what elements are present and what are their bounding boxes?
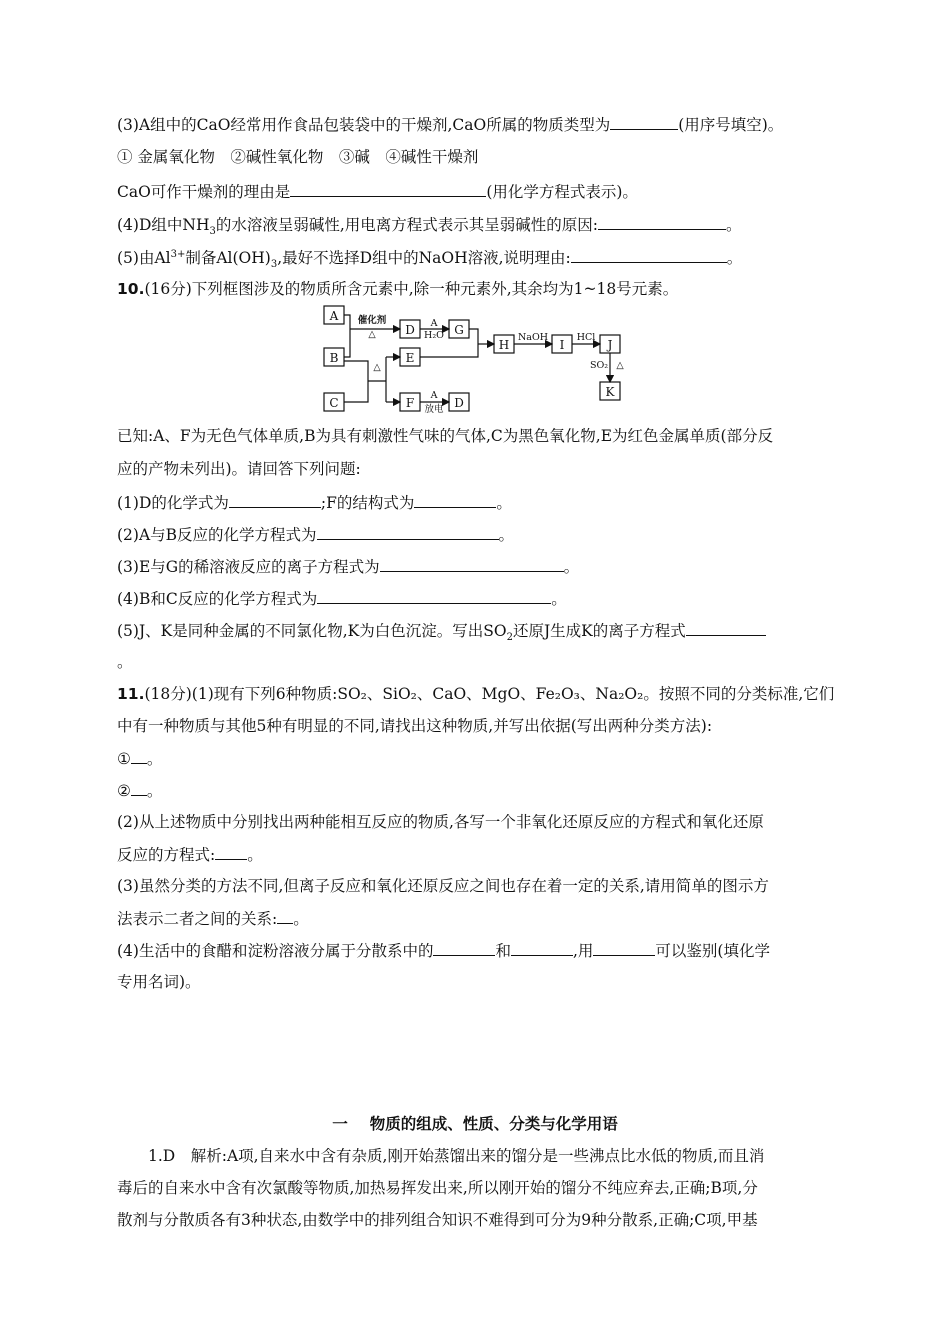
q10-part-5-end: 。	[117, 653, 133, 671]
circled-two: ②	[117, 782, 131, 800]
q9-3-reason-suffix: (用化学方程式表示)。	[486, 183, 638, 201]
q10-5-text-2: 还原J生成K的离子方程式	[512, 622, 686, 640]
q11-part-3-line-1: (3)虽然分类的方法不同,但离子反应和氧化还原反应之间也存在着一定的关系,请用简单的图示方	[117, 877, 769, 895]
q9-4-subscript: 3	[209, 226, 216, 238]
condition-heat-3: △	[616, 360, 624, 371]
q10-3-text: (3)E与G的稀溶液反应的离子方程式为	[117, 558, 380, 576]
label-k: K	[605, 385, 615, 399]
q11-part-4-line-1	[117, 940, 770, 961]
label-f: F	[405, 396, 415, 410]
q11-4-text: (4)生活中的食醋和淀粉溶液分属于分散系中的	[117, 942, 434, 960]
q11-answer-1	[117, 748, 162, 769]
label-j: J	[607, 338, 613, 352]
answer-blank[interactable]	[131, 748, 147, 764]
q10-part-5	[117, 620, 766, 644]
q10-4-text: (4)B和C反应的化学方程式为	[117, 590, 318, 608]
q11-4-text-2: 和	[495, 942, 511, 960]
q9-5-line	[117, 247, 743, 271]
reagent-naoh: NaOH	[517, 332, 549, 343]
condition-heat-2: △	[373, 362, 381, 373]
question-number: 10.	[117, 280, 145, 298]
reaction-flow-diagram	[320, 302, 640, 414]
q9-4-line	[117, 214, 742, 238]
section-title: 物质的组成、性质、分类与化学用语	[369, 1115, 618, 1133]
q10-1-suffix: 。	[496, 494, 512, 512]
q9-3-line	[117, 114, 783, 135]
circled-one: ①	[117, 750, 131, 768]
q11-stem-1	[117, 684, 834, 704]
answer-blank[interactable]	[317, 588, 551, 604]
answer-blank[interactable]	[598, 214, 726, 230]
label-e: E	[405, 351, 415, 365]
reagent-h2o: H₂O	[424, 330, 444, 341]
q11-part-2-line-1: (2)从上述物质中分别找出两种能相互反应的物质,各写一个非氧化还原反应的方程式和氧化还原	[117, 813, 764, 831]
label-d: D	[405, 323, 415, 337]
q11-4-text-3: ,用	[572, 942, 594, 960]
label-c: C	[329, 396, 339, 410]
answer-blank[interactable]	[131, 780, 147, 796]
label-d2: D	[454, 396, 464, 410]
answer-blank[interactable]	[277, 908, 293, 924]
answer-blank[interactable]	[571, 247, 727, 263]
q9-3-reason-line	[117, 181, 638, 202]
label-g: G	[454, 323, 464, 337]
q9-4-suffix: 。	[726, 216, 742, 234]
q9-5-text: (5)由Al	[117, 249, 171, 267]
q9-5-superscript: 3+	[170, 248, 186, 260]
condition-discharge: 放电	[424, 404, 444, 414]
q10-2-suffix: 。	[498, 526, 515, 544]
answer-line-3: 散剂与分散质各有3种状态,由数学中的排列组合知识不难得到可分为9种分散系,正确;C项,甲基	[117, 1211, 758, 1229]
q9-4-text: (4)D组中NH	[117, 216, 210, 234]
condition-heat: △	[368, 329, 376, 340]
q10-3-suffix: 。	[563, 558, 580, 576]
period: 。	[247, 846, 263, 864]
period: 。	[146, 750, 163, 768]
q11-answer-2	[117, 780, 162, 801]
reagent-a-2: A	[430, 390, 438, 401]
q10-5-text: (5)J、K是同种金属的不同氯化物,K为白色沉淀。写出SO	[117, 622, 507, 640]
q11-part-3-line-2	[117, 908, 309, 929]
q10-stem	[117, 279, 678, 299]
q10-known-1: 已知:A、F为无色气体单质,B为具有刺激性气味的气体,C为黑色氧化物,E为红色金属单质(部分反	[117, 427, 774, 445]
q9-5-text-2: 制备Al(OH)	[185, 249, 271, 267]
period: 。	[293, 910, 309, 928]
q10-4-suffix: 。	[551, 590, 567, 608]
q9-5-subscript: 3	[270, 259, 278, 271]
answer-line-1: 1.D 解析:A项,自来水中含有杂质,刚开始蒸馏出来的馏分是一些沸点比水低的物质,而且消	[148, 1147, 765, 1165]
q10-stem-text: (16分)下列框图涉及的物质所含元素中,除一种元素外,其余均为1~18号元素。	[144, 280, 679, 298]
q11-4-text-4: 可以鉴别(填化学	[655, 942, 770, 960]
answer-blank[interactable]	[511, 940, 573, 956]
q9-4-text-2: 的水溶液呈弱碱性,用电离方程式表示其呈弱碱性的原因:	[215, 216, 598, 234]
q10-1-text: (1)D的化学式为	[117, 494, 229, 512]
label-a: A	[329, 309, 339, 323]
q11-stem-2: 中有一种物质与其他5种有明显的不同,请找出这种物质,并写出依据(写出两种分类方法):	[117, 717, 713, 735]
q10-part-1	[117, 492, 512, 513]
q10-part-2	[117, 524, 514, 545]
q9-3-suffix: (用序号填空)。	[678, 116, 784, 134]
condition-catalyst: 催化剂	[357, 315, 387, 326]
answer-blank[interactable]	[380, 556, 564, 572]
q9-3-options: ① 金属氧化物 ②碱性氧化物 ③碱 ④碱性干燥剂	[117, 148, 479, 166]
q10-1-text-2: ;F的结构式为	[320, 494, 415, 512]
q9-3-text: (3)A组中的CaO经常用作食品包装袋中的干燥剂,CaO所属的物质类型为	[117, 116, 611, 134]
answer-blank[interactable]	[433, 940, 495, 956]
q10-5-subscript: 2	[506, 632, 513, 644]
q11-2-text: 反应的方程式:	[117, 846, 216, 864]
answer-section-heading	[0, 1112, 950, 1134]
q9-5-suffix: 。	[726, 249, 743, 267]
q9-5-text-3: ,最好不选择D组中的NaOH溶液,说明理由:	[277, 249, 571, 267]
label-i: I	[559, 338, 565, 352]
label-h: H	[498, 338, 510, 352]
answer-blank[interactable]	[414, 492, 496, 508]
answer-blank[interactable]	[610, 114, 678, 130]
q10-part-4	[117, 588, 567, 609]
answer-line-2: 毒后的自来水中含有次氯酸等物质,加热易挥发出来,所以刚开始的馏分不纯应弃去,正确;B项,分	[117, 1179, 758, 1197]
answer-blank[interactable]	[686, 620, 766, 636]
section-number: 一	[332, 1115, 348, 1133]
reagent-a: A	[430, 318, 438, 329]
q10-2-text: (2)A与B反应的化学方程式为	[117, 526, 317, 544]
q11-stem-text: (18分)(1)现有下列6种物质:SO₂、SiO₂、CaO、MgO、Fe₂O₃、Na₂O₂。按照不同的分类标准,它们	[144, 685, 835, 703]
answer-blank[interactable]	[317, 524, 499, 540]
answer-blank[interactable]	[290, 181, 486, 197]
reagent-hcl: HCl	[576, 332, 596, 343]
q10-part-3	[117, 556, 579, 577]
q11-3-text: 法表示二者之间的关系:	[117, 910, 278, 928]
answer-blank[interactable]	[593, 940, 655, 956]
reagent-so2: SO₂	[589, 360, 609, 371]
q10-known-2: 应的产物未列出)。请回答下列问题:	[117, 460, 361, 478]
q11-part-4-line-2: 专用名词)。	[117, 973, 201, 991]
period: 。	[146, 782, 163, 800]
answer-blank[interactable]	[229, 492, 321, 508]
q11-part-2-line-2	[117, 844, 263, 865]
question-number: 11.	[117, 685, 145, 703]
label-b: B	[329, 351, 339, 365]
q9-3-reason-text: CaO可作干燥剂的理由是	[117, 183, 291, 201]
answer-blank[interactable]	[215, 844, 247, 860]
